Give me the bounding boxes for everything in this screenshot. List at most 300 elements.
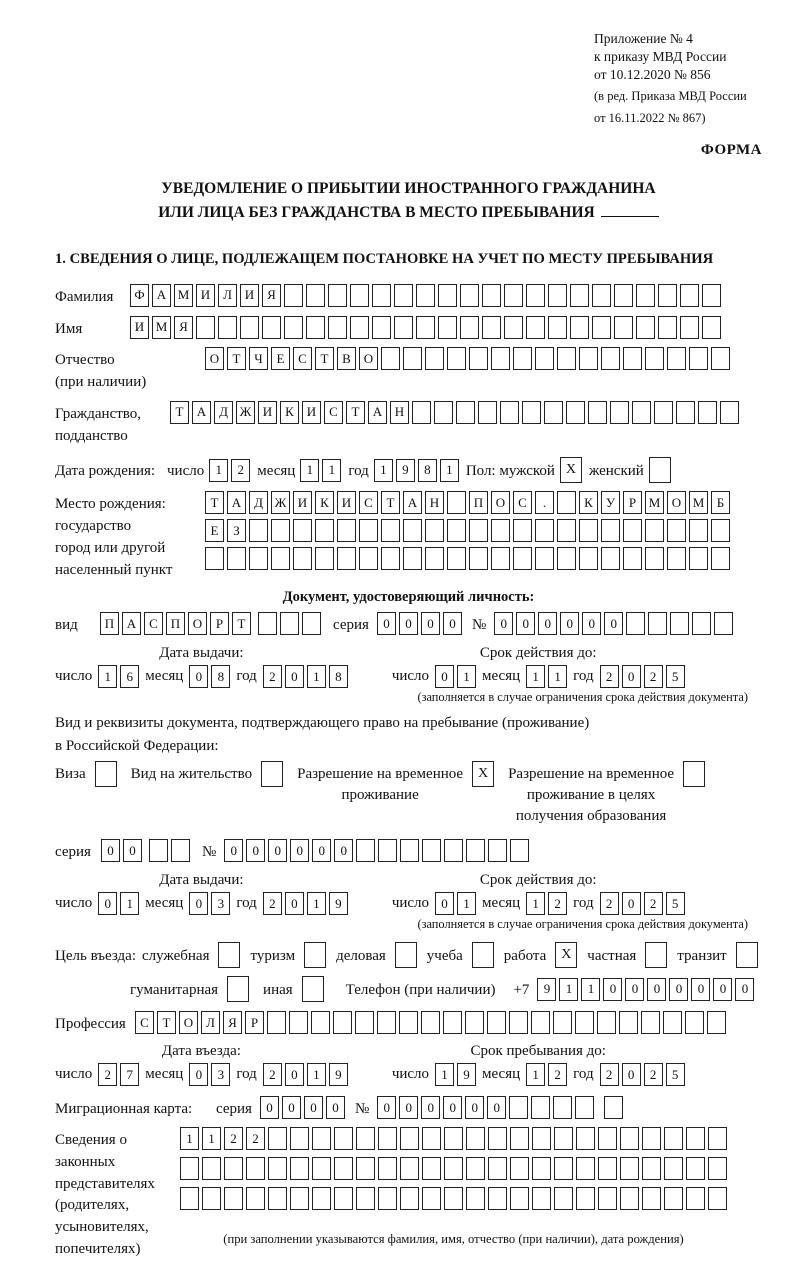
stay-day[interactable]: [435, 1063, 476, 1086]
staydoc-issue-day[interactable]: [98, 892, 139, 915]
cell[interactable]: [350, 284, 369, 307]
cell[interactable]: [394, 284, 413, 307]
cell[interactable]: С: [144, 612, 163, 635]
cell[interactable]: К: [315, 491, 334, 514]
staydoc-number-cells[interactable]: [224, 839, 529, 862]
cell[interactable]: [196, 316, 215, 339]
cell[interactable]: [378, 839, 397, 862]
cell[interactable]: 1: [307, 892, 326, 915]
cell[interactable]: [443, 1011, 462, 1034]
cell[interactable]: [680, 284, 699, 307]
cell[interactable]: [623, 347, 642, 370]
cell[interactable]: П: [166, 612, 185, 635]
cell[interactable]: [306, 284, 325, 307]
cell[interactable]: [557, 547, 576, 570]
cell[interactable]: И: [258, 401, 277, 424]
cell[interactable]: [686, 1127, 705, 1150]
cell[interactable]: [378, 1127, 397, 1150]
cell[interactable]: 1: [457, 892, 476, 915]
cell[interactable]: [642, 1127, 661, 1150]
cell[interactable]: 0: [312, 839, 331, 862]
cell[interactable]: [504, 284, 523, 307]
cell[interactable]: 8: [211, 665, 230, 688]
cell[interactable]: О: [359, 347, 378, 370]
cell[interactable]: [444, 1157, 463, 1180]
cell[interactable]: [202, 1187, 221, 1210]
cell[interactable]: [356, 1157, 375, 1180]
cell[interactable]: [315, 519, 334, 542]
cell[interactable]: [359, 519, 378, 542]
cell[interactable]: 1: [202, 1127, 221, 1150]
cell[interactable]: 2: [263, 665, 282, 688]
cell[interactable]: [557, 519, 576, 542]
cell[interactable]: 3: [211, 1063, 230, 1086]
cell[interactable]: [598, 1187, 617, 1210]
cell[interactable]: [289, 1011, 308, 1034]
migration-extra-cell[interactable]: [604, 1096, 623, 1119]
staydoc-issue-month[interactable]: [189, 892, 230, 915]
cell[interactable]: 2: [600, 665, 619, 688]
cell[interactable]: М: [645, 491, 664, 514]
cell[interactable]: П: [100, 612, 119, 635]
cell[interactable]: 9: [537, 978, 556, 1001]
cell[interactable]: 2: [600, 892, 619, 915]
cell[interactable]: [487, 1011, 506, 1034]
cell[interactable]: С: [513, 491, 532, 514]
cell[interactable]: [509, 1096, 528, 1119]
cell[interactable]: [510, 1157, 529, 1180]
cell[interactable]: И: [337, 491, 356, 514]
cell[interactable]: 1: [526, 1063, 545, 1086]
entry-month[interactable]: [189, 1063, 230, 1086]
cell[interactable]: 0: [691, 978, 710, 1001]
cell[interactable]: [268, 1127, 287, 1150]
cell[interactable]: [610, 401, 629, 424]
cell[interactable]: 0: [189, 892, 208, 915]
residence-permit-checkbox[interactable]: [261, 761, 283, 787]
cell[interactable]: [604, 1096, 623, 1119]
cell[interactable]: [557, 347, 576, 370]
cell[interactable]: [535, 547, 554, 570]
cell[interactable]: [513, 347, 532, 370]
temporary-residence-education-checkbox[interactable]: [683, 761, 705, 787]
cell[interactable]: О: [667, 491, 686, 514]
cell[interactable]: А: [368, 401, 387, 424]
purpose-official-checkbox[interactable]: [218, 942, 240, 968]
cell[interactable]: [620, 1127, 639, 1150]
purpose-business-checkbox[interactable]: [395, 942, 417, 968]
cell[interactable]: 0: [435, 665, 454, 688]
cell[interactable]: [579, 547, 598, 570]
cell[interactable]: 0: [260, 1096, 279, 1119]
cell[interactable]: [334, 1127, 353, 1150]
cell[interactable]: Л: [201, 1011, 220, 1034]
cell[interactable]: 0: [377, 612, 396, 635]
cell[interactable]: [535, 519, 554, 542]
entry-day[interactable]: [98, 1063, 139, 1086]
cell[interactable]: И: [240, 284, 259, 307]
cell[interactable]: [553, 1096, 572, 1119]
cell[interactable]: 0: [189, 1063, 208, 1086]
cell[interactable]: [592, 284, 611, 307]
cell[interactable]: 0: [538, 612, 557, 635]
cell[interactable]: [510, 839, 529, 862]
cell[interactable]: [500, 401, 519, 424]
cell[interactable]: 1: [322, 459, 341, 482]
cell[interactable]: [400, 1187, 419, 1210]
birthplace-row3-cells[interactable]: [205, 547, 730, 570]
cell[interactable]: 1: [548, 665, 567, 688]
staydoc-valid-year[interactable]: [600, 892, 685, 915]
cell[interactable]: 0: [189, 665, 208, 688]
cell[interactable]: 0: [604, 612, 623, 635]
cell[interactable]: 1: [374, 459, 393, 482]
cell[interactable]: [623, 519, 642, 542]
cell[interactable]: [531, 1096, 550, 1119]
cell[interactable]: О: [188, 612, 207, 635]
cell[interactable]: [412, 401, 431, 424]
cell[interactable]: 0: [713, 978, 732, 1001]
cell[interactable]: 2: [224, 1127, 243, 1150]
cell[interactable]: [444, 1187, 463, 1210]
cell[interactable]: У: [601, 491, 620, 514]
cell[interactable]: 0: [487, 1096, 506, 1119]
cell[interactable]: Е: [271, 347, 290, 370]
visa-checkbox[interactable]: [95, 761, 117, 787]
cell[interactable]: [554, 1127, 573, 1150]
cell[interactable]: [576, 1127, 595, 1150]
cell[interactable]: [444, 839, 463, 862]
cell[interactable]: [249, 547, 268, 570]
cell[interactable]: [378, 1157, 397, 1180]
cell[interactable]: [205, 547, 224, 570]
cell[interactable]: [284, 284, 303, 307]
name-cells[interactable]: [130, 316, 721, 339]
cell[interactable]: Р: [623, 491, 642, 514]
cell[interactable]: Я: [262, 284, 281, 307]
cell[interactable]: [579, 347, 598, 370]
birth-year-cells[interactable]: [374, 459, 459, 482]
cell[interactable]: 0: [622, 665, 641, 688]
cell[interactable]: 0: [443, 612, 462, 635]
birth-month-cells[interactable]: [300, 459, 341, 482]
cell[interactable]: [312, 1187, 331, 1210]
cell[interactable]: [667, 347, 686, 370]
cell[interactable]: [598, 1157, 617, 1180]
cell[interactable]: 0: [625, 978, 644, 1001]
cell[interactable]: 8: [329, 665, 348, 688]
cell[interactable]: [686, 1187, 705, 1210]
cell[interactable]: 2: [263, 1063, 282, 1086]
cell[interactable]: [482, 284, 501, 307]
cell[interactable]: [425, 547, 444, 570]
purpose-other-checkbox[interactable]: [302, 976, 324, 1002]
cell[interactable]: [334, 1157, 353, 1180]
citizenship-cells[interactable]: [170, 401, 739, 424]
cell[interactable]: А: [192, 401, 211, 424]
cell[interactable]: .: [535, 491, 554, 514]
cell[interactable]: [290, 1187, 309, 1210]
cell[interactable]: 0: [334, 839, 353, 862]
cell[interactable]: [381, 547, 400, 570]
cell[interactable]: [632, 401, 651, 424]
cell[interactable]: 0: [443, 1096, 462, 1119]
cell[interactable]: [689, 347, 708, 370]
cell[interactable]: [425, 347, 444, 370]
cell[interactable]: [416, 284, 435, 307]
cell[interactable]: [306, 316, 325, 339]
cell[interactable]: [218, 316, 237, 339]
cell[interactable]: [532, 1157, 551, 1180]
cell[interactable]: 0: [304, 1096, 323, 1119]
cell[interactable]: 2: [246, 1127, 265, 1150]
cell[interactable]: Ч: [249, 347, 268, 370]
cell[interactable]: 0: [377, 1096, 396, 1119]
cell[interactable]: 1: [300, 459, 319, 482]
cell[interactable]: 0: [246, 839, 265, 862]
cell[interactable]: 0: [224, 839, 243, 862]
cell[interactable]: 0: [582, 612, 601, 635]
cell[interactable]: [262, 316, 281, 339]
cell[interactable]: [202, 1157, 221, 1180]
cell[interactable]: [689, 519, 708, 542]
cell[interactable]: [381, 347, 400, 370]
cell[interactable]: 7: [120, 1063, 139, 1086]
cell[interactable]: А: [152, 284, 171, 307]
cell[interactable]: 0: [647, 978, 666, 1001]
cell[interactable]: [544, 401, 563, 424]
cell[interactable]: [702, 316, 721, 339]
cell[interactable]: 1: [209, 459, 228, 482]
cell[interactable]: [400, 839, 419, 862]
cell[interactable]: А: [403, 491, 422, 514]
cell[interactable]: [685, 1011, 704, 1034]
cell[interactable]: 0: [326, 1096, 345, 1119]
cell[interactable]: 0: [285, 892, 304, 915]
purpose-humanitarian-checkbox[interactable]: [227, 976, 249, 1002]
cell[interactable]: [513, 519, 532, 542]
cell[interactable]: [711, 519, 730, 542]
cell[interactable]: [614, 284, 633, 307]
cell[interactable]: [526, 284, 545, 307]
cell[interactable]: 9: [329, 1063, 348, 1086]
cell[interactable]: 0: [399, 1096, 418, 1119]
cell[interactable]: 1: [435, 1063, 454, 1086]
cell[interactable]: 5: [666, 1063, 685, 1086]
cell[interactable]: А: [227, 491, 246, 514]
cell[interactable]: [356, 839, 375, 862]
purpose-work-checkbox[interactable]: X: [555, 942, 577, 968]
cell[interactable]: [557, 491, 576, 514]
cell[interactable]: [658, 284, 677, 307]
staydoc-series-extra-cells[interactable]: [149, 839, 190, 862]
cell[interactable]: [504, 316, 523, 339]
cell[interactable]: 0: [516, 612, 535, 635]
cell[interactable]: [601, 347, 620, 370]
cell[interactable]: [447, 491, 466, 514]
cell[interactable]: [312, 1157, 331, 1180]
cell[interactable]: [566, 401, 585, 424]
cell[interactable]: [337, 547, 356, 570]
cell[interactable]: 0: [268, 839, 287, 862]
iddoc-series-cells[interactable]: [377, 612, 462, 635]
cell[interactable]: М: [174, 284, 193, 307]
cell[interactable]: 0: [421, 1096, 440, 1119]
birth-day-cells[interactable]: [209, 459, 250, 482]
cell[interactable]: 1: [440, 459, 459, 482]
cell[interactable]: 2: [548, 892, 567, 915]
cell[interactable]: [422, 1127, 441, 1150]
cell[interactable]: 1: [559, 978, 578, 1001]
cell[interactable]: [421, 1011, 440, 1034]
cell[interactable]: Р: [245, 1011, 264, 1034]
cell[interactable]: [614, 316, 633, 339]
cell[interactable]: [711, 547, 730, 570]
cell[interactable]: Ж: [236, 401, 255, 424]
cell[interactable]: [708, 1157, 727, 1180]
cell[interactable]: [667, 519, 686, 542]
cell[interactable]: Д: [214, 401, 233, 424]
cell[interactable]: [180, 1157, 199, 1180]
cell[interactable]: [180, 1187, 199, 1210]
cell[interactable]: 5: [666, 665, 685, 688]
cell[interactable]: К: [579, 491, 598, 514]
cell[interactable]: [667, 547, 686, 570]
cell[interactable]: [224, 1187, 243, 1210]
legal-row3-cells[interactable]: [180, 1187, 727, 1210]
cell[interactable]: [400, 1157, 419, 1180]
cell[interactable]: [636, 284, 655, 307]
cell[interactable]: [333, 1011, 352, 1034]
cell[interactable]: 1: [180, 1127, 199, 1150]
cell[interactable]: [670, 612, 689, 635]
iddoc-issue-day[interactable]: [98, 665, 139, 688]
cell[interactable]: [575, 1011, 594, 1034]
cell[interactable]: [575, 1096, 594, 1119]
cell[interactable]: [645, 347, 664, 370]
cell[interactable]: [532, 1187, 551, 1210]
cell[interactable]: [293, 519, 312, 542]
cell[interactable]: С: [324, 401, 343, 424]
cell[interactable]: [359, 547, 378, 570]
cell[interactable]: [312, 1127, 331, 1150]
cell[interactable]: [522, 401, 541, 424]
purpose-private-checkbox[interactable]: [645, 942, 667, 968]
cell[interactable]: [708, 1187, 727, 1210]
cell[interactable]: [488, 839, 507, 862]
cell[interactable]: Л: [218, 284, 237, 307]
cell[interactable]: 0: [669, 978, 688, 1001]
cell[interactable]: [447, 347, 466, 370]
cell[interactable]: [491, 519, 510, 542]
cell[interactable]: 1: [307, 1063, 326, 1086]
cell[interactable]: З: [227, 519, 246, 542]
cell[interactable]: О: [205, 347, 224, 370]
cell[interactable]: С: [359, 491, 378, 514]
staydoc-valid-day[interactable]: [435, 892, 476, 915]
iddoc-valid-month[interactable]: [526, 665, 567, 688]
cell[interactable]: [466, 1127, 485, 1150]
cell[interactable]: 2: [644, 892, 663, 915]
cell[interactable]: [460, 284, 479, 307]
cell[interactable]: Н: [390, 401, 409, 424]
cell[interactable]: [488, 1157, 507, 1180]
cell[interactable]: [447, 519, 466, 542]
cell[interactable]: 1: [457, 665, 476, 688]
cell[interactable]: [619, 1011, 638, 1034]
cell[interactable]: [654, 401, 673, 424]
cell[interactable]: [601, 519, 620, 542]
cell[interactable]: [456, 401, 475, 424]
cell[interactable]: [663, 1011, 682, 1034]
cell[interactable]: Т: [157, 1011, 176, 1034]
cell[interactable]: [689, 547, 708, 570]
cell[interactable]: 5: [666, 892, 685, 915]
cell[interactable]: Т: [232, 612, 251, 635]
iddoc-type-cells[interactable]: [100, 612, 251, 635]
cell[interactable]: [315, 547, 334, 570]
cell[interactable]: [535, 347, 554, 370]
cell[interactable]: [642, 1187, 661, 1210]
cell[interactable]: [240, 316, 259, 339]
cell[interactable]: [708, 1127, 727, 1150]
cell[interactable]: 9: [457, 1063, 476, 1086]
cell[interactable]: Т: [170, 401, 189, 424]
cell[interactable]: [645, 547, 664, 570]
cell[interactable]: [620, 1187, 639, 1210]
cell[interactable]: Б: [711, 491, 730, 514]
cell[interactable]: Т: [346, 401, 365, 424]
cell[interactable]: [469, 547, 488, 570]
cell[interactable]: [488, 1187, 507, 1210]
cell[interactable]: [645, 519, 664, 542]
cell[interactable]: [680, 316, 699, 339]
cell[interactable]: Д: [249, 491, 268, 514]
birthplace-row1-cells[interactable]: [205, 491, 730, 514]
cell[interactable]: [447, 547, 466, 570]
cell[interactable]: Е: [205, 519, 224, 542]
cell[interactable]: Т: [205, 491, 224, 514]
cell[interactable]: [249, 519, 268, 542]
cell[interactable]: С: [293, 347, 312, 370]
cell[interactable]: [658, 316, 677, 339]
cell[interactable]: 2: [548, 1063, 567, 1086]
cell[interactable]: И: [196, 284, 215, 307]
cell[interactable]: [290, 1157, 309, 1180]
cell[interactable]: [648, 612, 667, 635]
cell[interactable]: [720, 401, 739, 424]
sex-male-checkbox[interactable]: X: [560, 457, 582, 483]
cell[interactable]: [686, 1157, 705, 1180]
cell[interactable]: [394, 316, 413, 339]
cell[interactable]: [377, 1011, 396, 1034]
cell[interactable]: 0: [290, 839, 309, 862]
cell[interactable]: [290, 1127, 309, 1150]
cell[interactable]: 1: [120, 892, 139, 915]
cell[interactable]: В: [337, 347, 356, 370]
cell[interactable]: [469, 347, 488, 370]
cell[interactable]: [597, 1011, 616, 1034]
cell[interactable]: И: [293, 491, 312, 514]
cell[interactable]: Т: [315, 347, 334, 370]
cell[interactable]: [554, 1187, 573, 1210]
cell[interactable]: [510, 1127, 529, 1150]
cell[interactable]: И: [130, 316, 149, 339]
cell[interactable]: [570, 316, 589, 339]
staydoc-series-cells[interactable]: [101, 839, 142, 862]
cell[interactable]: 0: [282, 1096, 301, 1119]
cell[interactable]: [422, 1157, 441, 1180]
